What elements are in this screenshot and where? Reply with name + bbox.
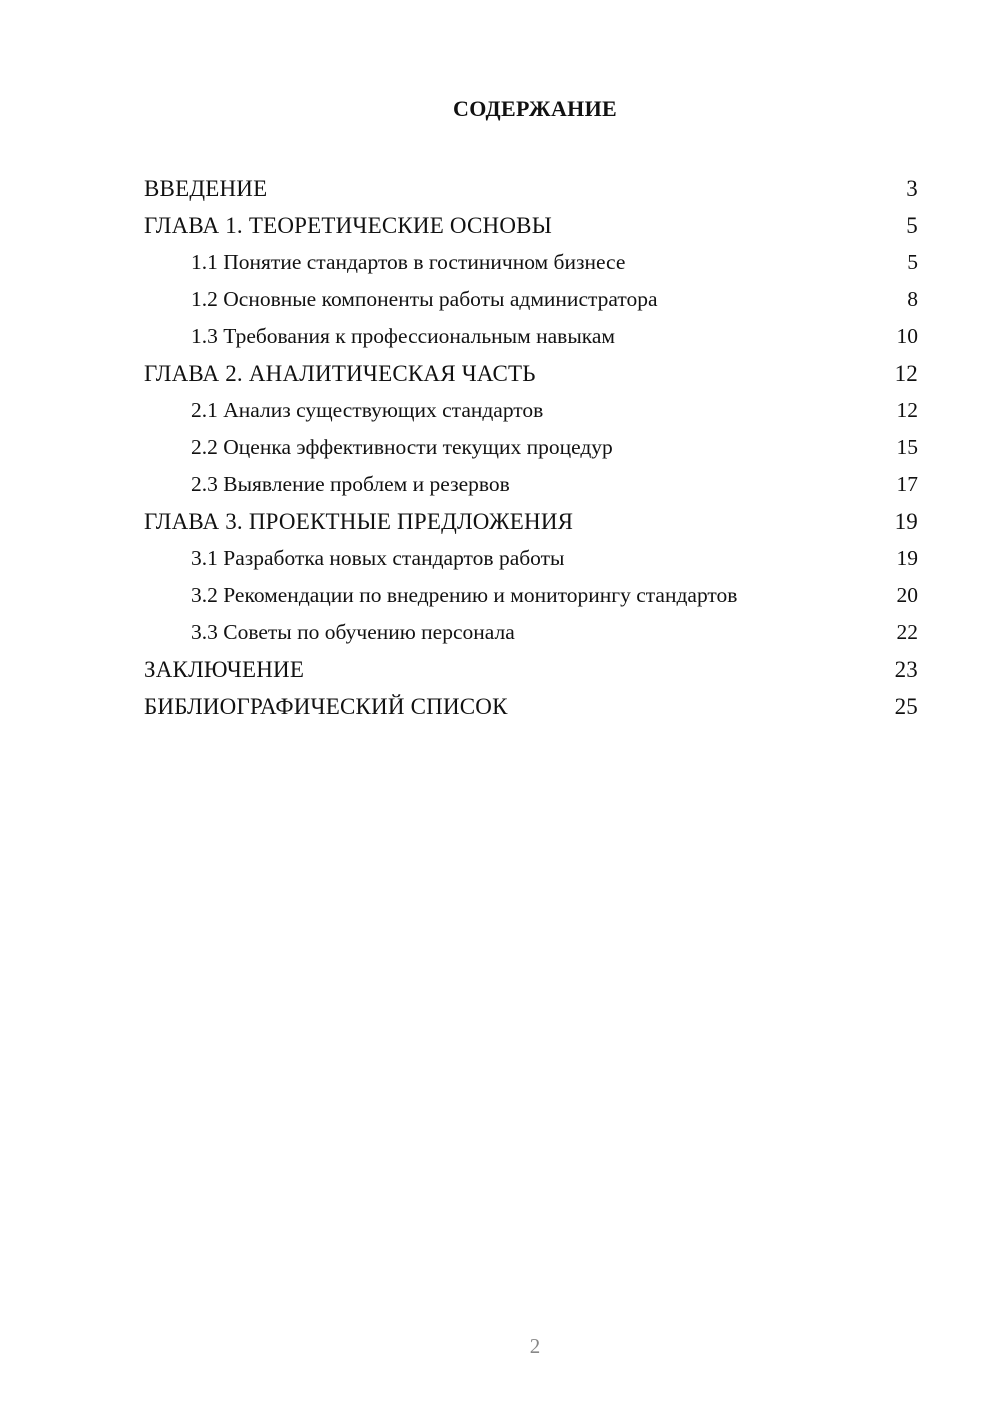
toc-entry-label: ВВЕДЕНИЕ xyxy=(144,176,268,201)
toc-entry-conclusion[interactable] xyxy=(144,651,918,688)
toc-entry-page: 12 xyxy=(894,361,918,386)
toc-entry-section-3-1[interactable] xyxy=(144,540,918,577)
toc-entry-page: 12 xyxy=(896,398,918,422)
toc-entry-section-2-2[interactable] xyxy=(144,429,918,466)
toc-entry-page: 22 xyxy=(896,620,918,644)
toc-entry-label: 3.3 Советы по обучению персонала xyxy=(191,620,515,644)
toc-entry-section-2-3[interactable] xyxy=(144,466,918,503)
toc-entry-label: 1.2 Основные компоненты работы администратора xyxy=(191,287,658,311)
toc-entry-page: 25 xyxy=(894,694,918,719)
toc-entry-page: 8 xyxy=(907,287,918,311)
toc-entry-chapter-2[interactable] xyxy=(144,355,918,392)
toc-entry-label: 1.3 Требования к профессиональным навыкам xyxy=(191,324,616,348)
toc-entry-introduction[interactable] xyxy=(144,170,918,207)
toc-entry-label: БИБЛИОГРАФИЧЕСКИЙ СПИСОК xyxy=(144,694,508,719)
toc-entry-section-3-2[interactable] xyxy=(144,577,918,614)
toc-entry-page: 15 xyxy=(896,435,918,459)
toc-entry-label: ЗАКЛЮЧЕНИЕ xyxy=(144,657,305,682)
toc-entry-section-1-3[interactable] xyxy=(144,318,918,355)
toc-entry-section-3-3[interactable] xyxy=(144,614,918,651)
toc-entry-page: 17 xyxy=(896,472,918,496)
toc-entry-label: 2.3 Выявление проблем и резервов xyxy=(191,472,510,496)
toc-entry-label: 2.1 Анализ существующих стандартов xyxy=(191,398,544,422)
toc-title: СОДЕРЖАНИЕ xyxy=(453,96,617,121)
toc-entry-page: 19 xyxy=(896,546,918,570)
toc-entry-page: 3 xyxy=(906,176,918,201)
toc-entry-page: 10 xyxy=(896,324,918,348)
toc-entry-page: 23 xyxy=(894,657,918,682)
toc-entry-page: 5 xyxy=(907,250,918,274)
table-of-contents xyxy=(144,170,918,725)
toc-entry-label: ГЛАВА 1. ТЕОРЕТИЧЕСКИЕ ОСНОВЫ xyxy=(144,213,552,238)
toc-entry-section-2-1[interactable] xyxy=(144,392,918,429)
toc-entry-label: 2.2 Оценка эффективности текущих процедур xyxy=(191,435,613,459)
toc-entry-label: ГЛАВА 2. АНАЛИТИЧЕСКАЯ ЧАСТЬ xyxy=(144,361,536,386)
toc-entry-label: 3.2 Рекомендации по внедрению и мониторингу стандартов xyxy=(191,583,738,607)
toc-entry-label: ГЛАВА 3. ПРОЕКТНЫЕ ПРЕДЛОЖЕНИЯ xyxy=(144,509,574,534)
toc-entry-page: 19 xyxy=(894,509,918,534)
toc-entry-label: 1.1 Понятие стандартов в гостиничном бизнесе xyxy=(191,250,626,274)
toc-entry-chapter-1[interactable] xyxy=(144,207,918,244)
page-number: 2 xyxy=(529,1334,541,1358)
toc-entry-label: 3.1 Разработка новых стандартов работы xyxy=(191,546,565,570)
toc-entry-section-1-1[interactable] xyxy=(144,244,918,281)
toc-entry-section-1-2[interactable] xyxy=(144,281,918,318)
toc-entry-bibliography[interactable] xyxy=(144,688,918,725)
toc-entry-page: 20 xyxy=(896,583,918,607)
toc-entry-page: 5 xyxy=(906,213,918,238)
toc-entry-chapter-3[interactable] xyxy=(144,503,918,540)
